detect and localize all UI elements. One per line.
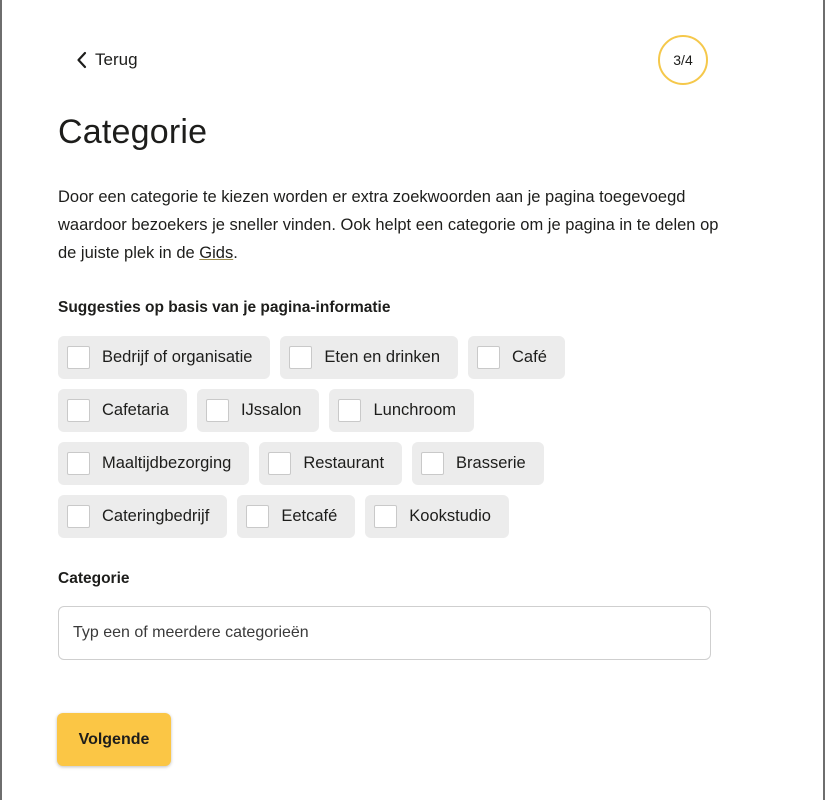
chip-eetcafe[interactable] xyxy=(237,495,355,538)
next-button[interactable]: Volgende xyxy=(57,713,171,766)
chip-kookstudio[interactable] xyxy=(365,495,509,538)
chip-eten-en-drinken[interactable] xyxy=(280,336,458,379)
intro-text-main: Door een categorie te kiezen worden er extra zoekwoorden aan je pagina toegevoegd waardoor bezoekers je sneller vinden. Ook helpt een categorie om je pagina in te delen op de juiste plek in de xyxy=(58,188,719,262)
chip-row xyxy=(58,442,738,485)
chip-label: Maaltijdbezorging xyxy=(102,454,232,472)
intro-text-end: . xyxy=(233,244,238,262)
chip-label: Restaurant xyxy=(303,454,385,472)
checkbox[interactable] xyxy=(421,452,444,475)
back-label: Terug xyxy=(95,50,138,69)
chip-restaurant[interactable] xyxy=(259,442,402,485)
chip-row xyxy=(58,495,738,538)
chip-cafetaria[interactable] xyxy=(58,389,187,432)
chip-label: Café xyxy=(512,348,547,366)
intro-text xyxy=(58,183,728,267)
checkbox[interactable] xyxy=(67,346,90,369)
checkbox[interactable] xyxy=(477,346,500,369)
checkbox[interactable] xyxy=(374,505,397,528)
checkbox[interactable] xyxy=(246,505,269,528)
gids-link[interactable]: Gids xyxy=(199,244,234,262)
back-link[interactable] xyxy=(76,50,138,70)
chip-label: Eten en drinken xyxy=(324,348,441,366)
checkbox[interactable] xyxy=(338,399,361,422)
chip-label: Kookstudio xyxy=(409,507,491,525)
chip-maaltijdbezorging[interactable] xyxy=(58,442,249,485)
chip-ijssalon[interactable] xyxy=(197,389,320,432)
chip-label: IJssalon xyxy=(240,401,302,419)
checkbox[interactable] xyxy=(268,452,291,475)
chip-bedrijf-of-organisatie[interactable] xyxy=(58,336,270,379)
chip-label: Lunchroom xyxy=(373,401,457,419)
suggestions-heading: Suggesties op basis van je pagina-informatie xyxy=(58,299,391,316)
chevron-left-icon xyxy=(76,51,87,69)
chip-brasserie[interactable] xyxy=(412,442,544,485)
chip-cateringbedrijf[interactable] xyxy=(58,495,227,538)
suggestion-chips xyxy=(58,336,738,548)
chip-label: Bedrijf of organisatie xyxy=(102,348,253,366)
chip-lunchroom[interactable] xyxy=(329,389,474,432)
checkbox[interactable] xyxy=(67,399,90,422)
chip-label: Cafetaria xyxy=(102,401,169,419)
checkbox[interactable] xyxy=(67,505,90,528)
category-field-label: Categorie xyxy=(58,570,130,587)
checkbox[interactable] xyxy=(289,346,312,369)
chip-row xyxy=(58,389,738,432)
page-title: Categorie xyxy=(58,113,208,151)
chip-label: Brasserie xyxy=(456,454,526,472)
chip-label: Cateringbedrijf xyxy=(102,507,210,525)
chip-label: Eetcafé xyxy=(281,507,338,525)
chip-cafe[interactable] xyxy=(468,336,565,379)
chip-row xyxy=(58,336,738,379)
checkbox[interactable] xyxy=(67,452,90,475)
category-input[interactable] xyxy=(58,606,711,660)
checkbox[interactable] xyxy=(206,399,229,422)
step-indicator: 3/4 xyxy=(658,35,708,85)
